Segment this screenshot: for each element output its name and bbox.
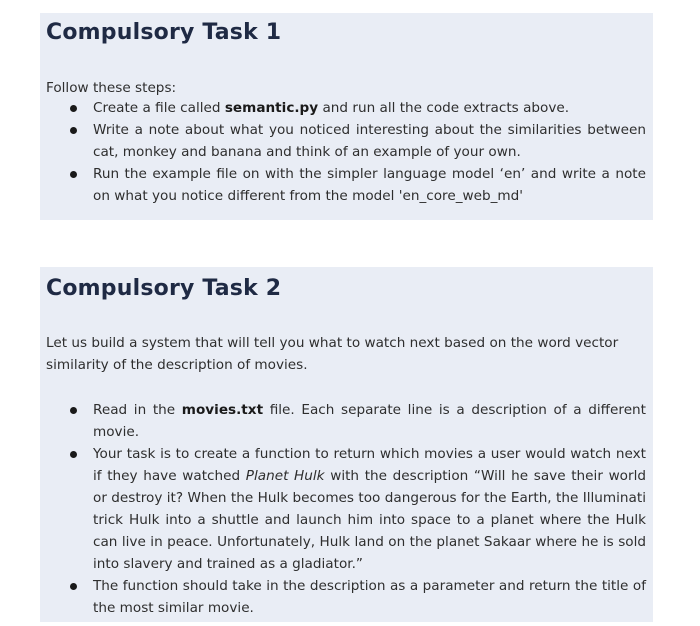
task2-panel [40, 267, 653, 622]
bullet-dot-icon [70, 171, 77, 178]
task1-steps-list [40, 97, 646, 207]
task2-intro: Let us build a system that will tell you what to watch next based on the word vector similarity of the description of movies. [46, 335, 619, 373]
step-text: and run all the code extracts above. [318, 100, 570, 116]
step-text: Create a file called [93, 100, 225, 116]
task2-step-2 [40, 443, 646, 575]
bullet-dot-icon [70, 127, 77, 134]
step-text: The function should take in the description as a parameter and return the title of the most similar movie. [93, 578, 646, 616]
step-text: Run the example file on with the simpler language model ‘en’ and write a note on what you notice different from the model 'en_core_web_md' [93, 166, 646, 204]
task1-intro: Follow these steps: [46, 80, 177, 96]
task1-step-2 [40, 119, 646, 163]
step-text: Your task is to create a function to return which movies a user would watch next if they have watched [93, 446, 646, 484]
bullet-dot-icon [70, 583, 77, 590]
task1-panel [40, 13, 653, 220]
task2-title: Compulsory Task 2 [46, 276, 282, 301]
task1-step-1 [40, 97, 646, 119]
task2-step-1 [40, 399, 646, 443]
filename-movies-txt: movies.txt [181, 402, 264, 418]
task1-step-3 [40, 163, 646, 207]
step-text: with the description “Will he save their world or destroy it? When the Hulk becomes too dangerous for the Earth, the Illuminati trick Hulk into a shuttle and launch him into space to a planet where the Hulk can live in peace. Unfortunately, Hulk land on the planet Sakaar where he is sold into slavery and trained as a gladiator.” [93, 468, 646, 572]
step-text: file. Each separate line is a description of a different movie. [93, 402, 647, 440]
task2-steps-list [40, 399, 646, 619]
step-text: Read in the [93, 402, 182, 418]
task1-title: Compulsory Task 1 [46, 20, 282, 45]
bullet-dot-icon [70, 451, 77, 458]
step-text: Write a note about what you noticed interesting about the similarities between cat, monkey and banana and think of an example of your own. [93, 122, 646, 160]
bullet-dot-icon [70, 105, 77, 112]
movie-title-planet-hulk: Planet Hulk [245, 468, 325, 484]
task2-step-3 [40, 575, 646, 619]
filename-semantic-py: semantic.py [224, 100, 319, 116]
bullet-dot-icon [70, 407, 77, 414]
